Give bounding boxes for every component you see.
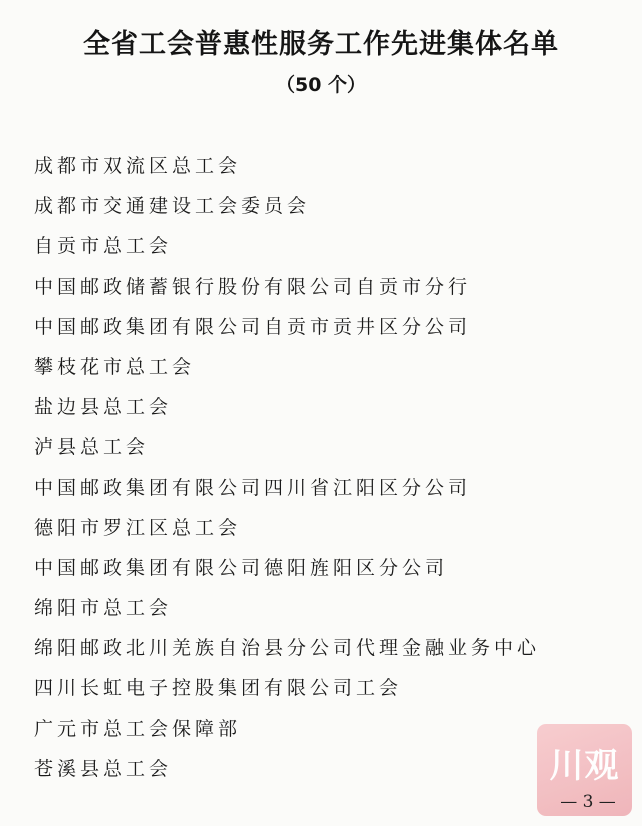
list-item: 苍溪县总工会: [34, 757, 173, 780]
page-number: — 3 —: [560, 792, 616, 812]
list-item: 中国邮政集团有限公司自贡市贡井区分公司: [34, 315, 472, 338]
list-item: 德阳市罗江区总工会: [34, 516, 242, 539]
list-item: 绵阳市总工会: [34, 597, 173, 620]
document-title: 全省工会普惠性服务工作先进集体名单: [83, 29, 559, 60]
organization-list: [34, 146, 540, 789]
document-subtitle: （50 个）: [275, 74, 367, 96]
list-item: 中国邮政集团有限公司四川省江阳区分公司: [34, 476, 472, 499]
list-item: 绵阳邮政北川羌族自治县分公司代理金融业务中心: [34, 637, 541, 660]
watermark-text: 川观: [549, 746, 620, 786]
list-item: 广元市总工会保障部: [34, 717, 242, 740]
list-item: 成都市双流区总工会: [34, 155, 242, 177]
list-item: 泸县总工会: [34, 436, 150, 459]
list-item: 自贡市总工会: [34, 235, 173, 258]
list-item: 盐边县总工会: [34, 396, 173, 419]
list-item: 攀枝花市总工会: [34, 355, 196, 378]
list-item: 中国邮政储蓄银行股份有限公司自贡市分行: [34, 275, 472, 298]
list-item: 中国邮政集团有限公司德阳旌阳区分公司: [34, 556, 449, 579]
list-item: 成都市交通建设工会委员会: [34, 195, 311, 218]
list-item: 四川长虹电子控股集团有限公司工会: [34, 677, 403, 700]
